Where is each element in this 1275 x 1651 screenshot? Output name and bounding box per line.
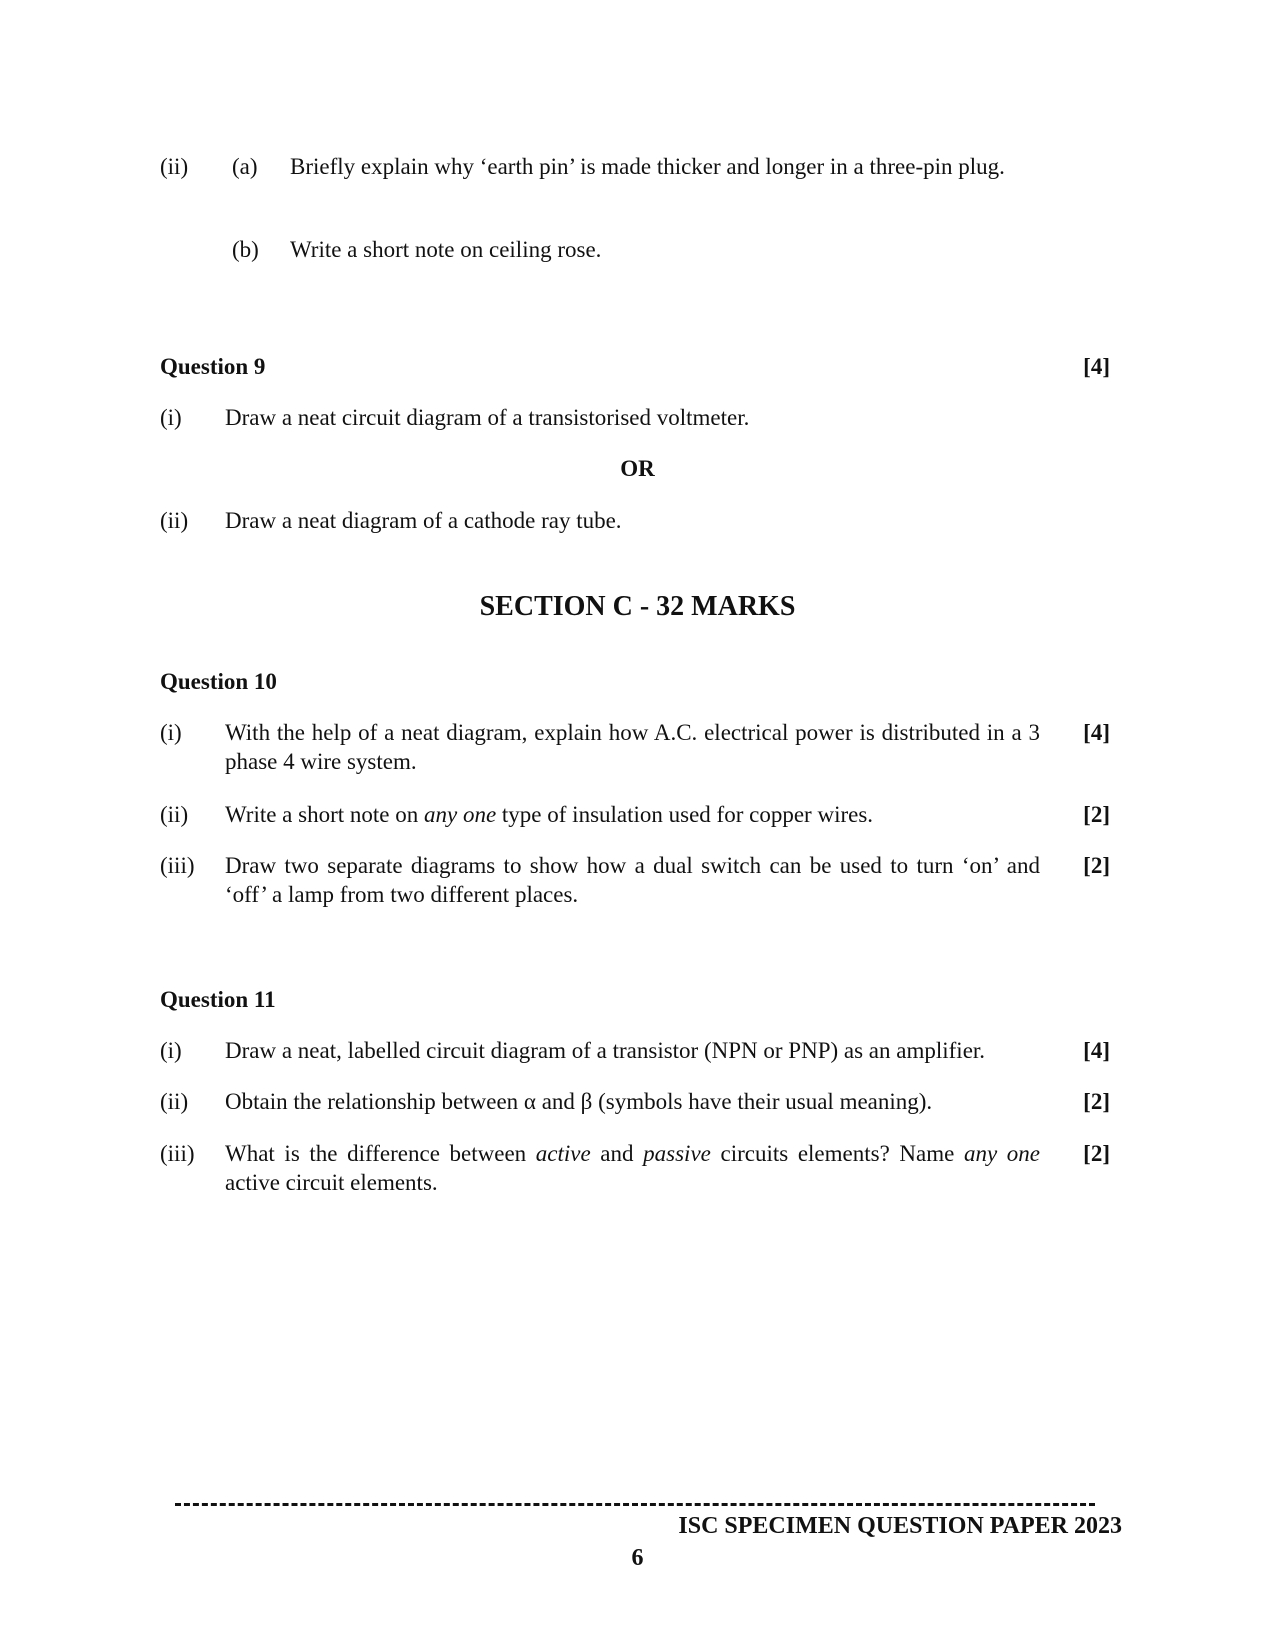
q10-ii-text: Write a short note on any one type of insulation used for copper wires. [225,802,874,827]
q8-ii-a-label: (a) [232,154,258,179]
q11-iii-marks: [2] [1083,1141,1110,1166]
q10-ii-label: (ii) [160,802,189,827]
q9-or: OR [620,456,655,481]
q9-i-text: Draw a neat circuit diagram of a transistorised voltmeter. [225,405,750,430]
q10-heading: Question 10 [160,669,277,694]
q9-ii-label: (ii) [160,508,189,533]
q11-i-marks: [4] [1083,1038,1110,1063]
q11-ii-marks: [2] [1083,1089,1110,1114]
q8-ii-b-text: Write a short note on ceiling rose. [290,237,602,262]
q9-i-label: (i) [160,405,182,430]
section-c-title: SECTION C - 32 MARKS [479,591,796,622]
q11-ii-text: Obtain the relationship between α and β (symbols have their usual meaning). [225,1089,933,1114]
q9-ii-text: Draw a neat diagram of a cathode ray tube. [225,508,622,533]
q10-ii-emphasis: any one [424,802,497,827]
q10-ii-marks: [2] [1083,802,1110,827]
q11-iii-label: (iii) [160,1141,195,1166]
q10-i-text: With the help of a neat diagram, explain how A.C. electrical power is distributed in a 3 phase 4 wire system. [225,720,1040,774]
q8-ii-b-label: (b) [232,237,259,262]
q10-iii-label: (iii) [160,853,195,878]
q10-i-marks: [4] [1083,720,1110,745]
q8-ii-label: (ii) [160,154,189,179]
q10-iii-marks: [2] [1083,853,1110,878]
q11-heading: Question 11 [160,987,276,1012]
page-number: 6 [631,1545,644,1571]
q11-iii-text: What is the difference between active and passive circuits elements? Name any one active circuit elements. [225,1141,1040,1195]
q9-heading: Question 9 [160,354,266,379]
q9-marks: [4] [1083,354,1110,379]
q11-i-label: (i) [160,1038,182,1063]
footer-divider [175,1503,1095,1506]
q10-iii-text: Draw two separate diagrams to show how a dual switch can be used to turn ‘on’ and ‘off’ a lamp from two different places. [225,853,1040,907]
q10-i-label: (i) [160,720,182,745]
q11-ii-label: (ii) [160,1089,189,1114]
q8-ii-a-text: Briefly explain why ‘earth pin’ is made thicker and longer in a three-pin plug. [290,154,1005,179]
footer-title: ISC SPECIMEN QUESTION PAPER 2023 [678,1513,1122,1539]
q11-i-text: Draw a neat, labelled circuit diagram of a transistor (NPN or PNP) as an amplifier. [225,1038,986,1063]
